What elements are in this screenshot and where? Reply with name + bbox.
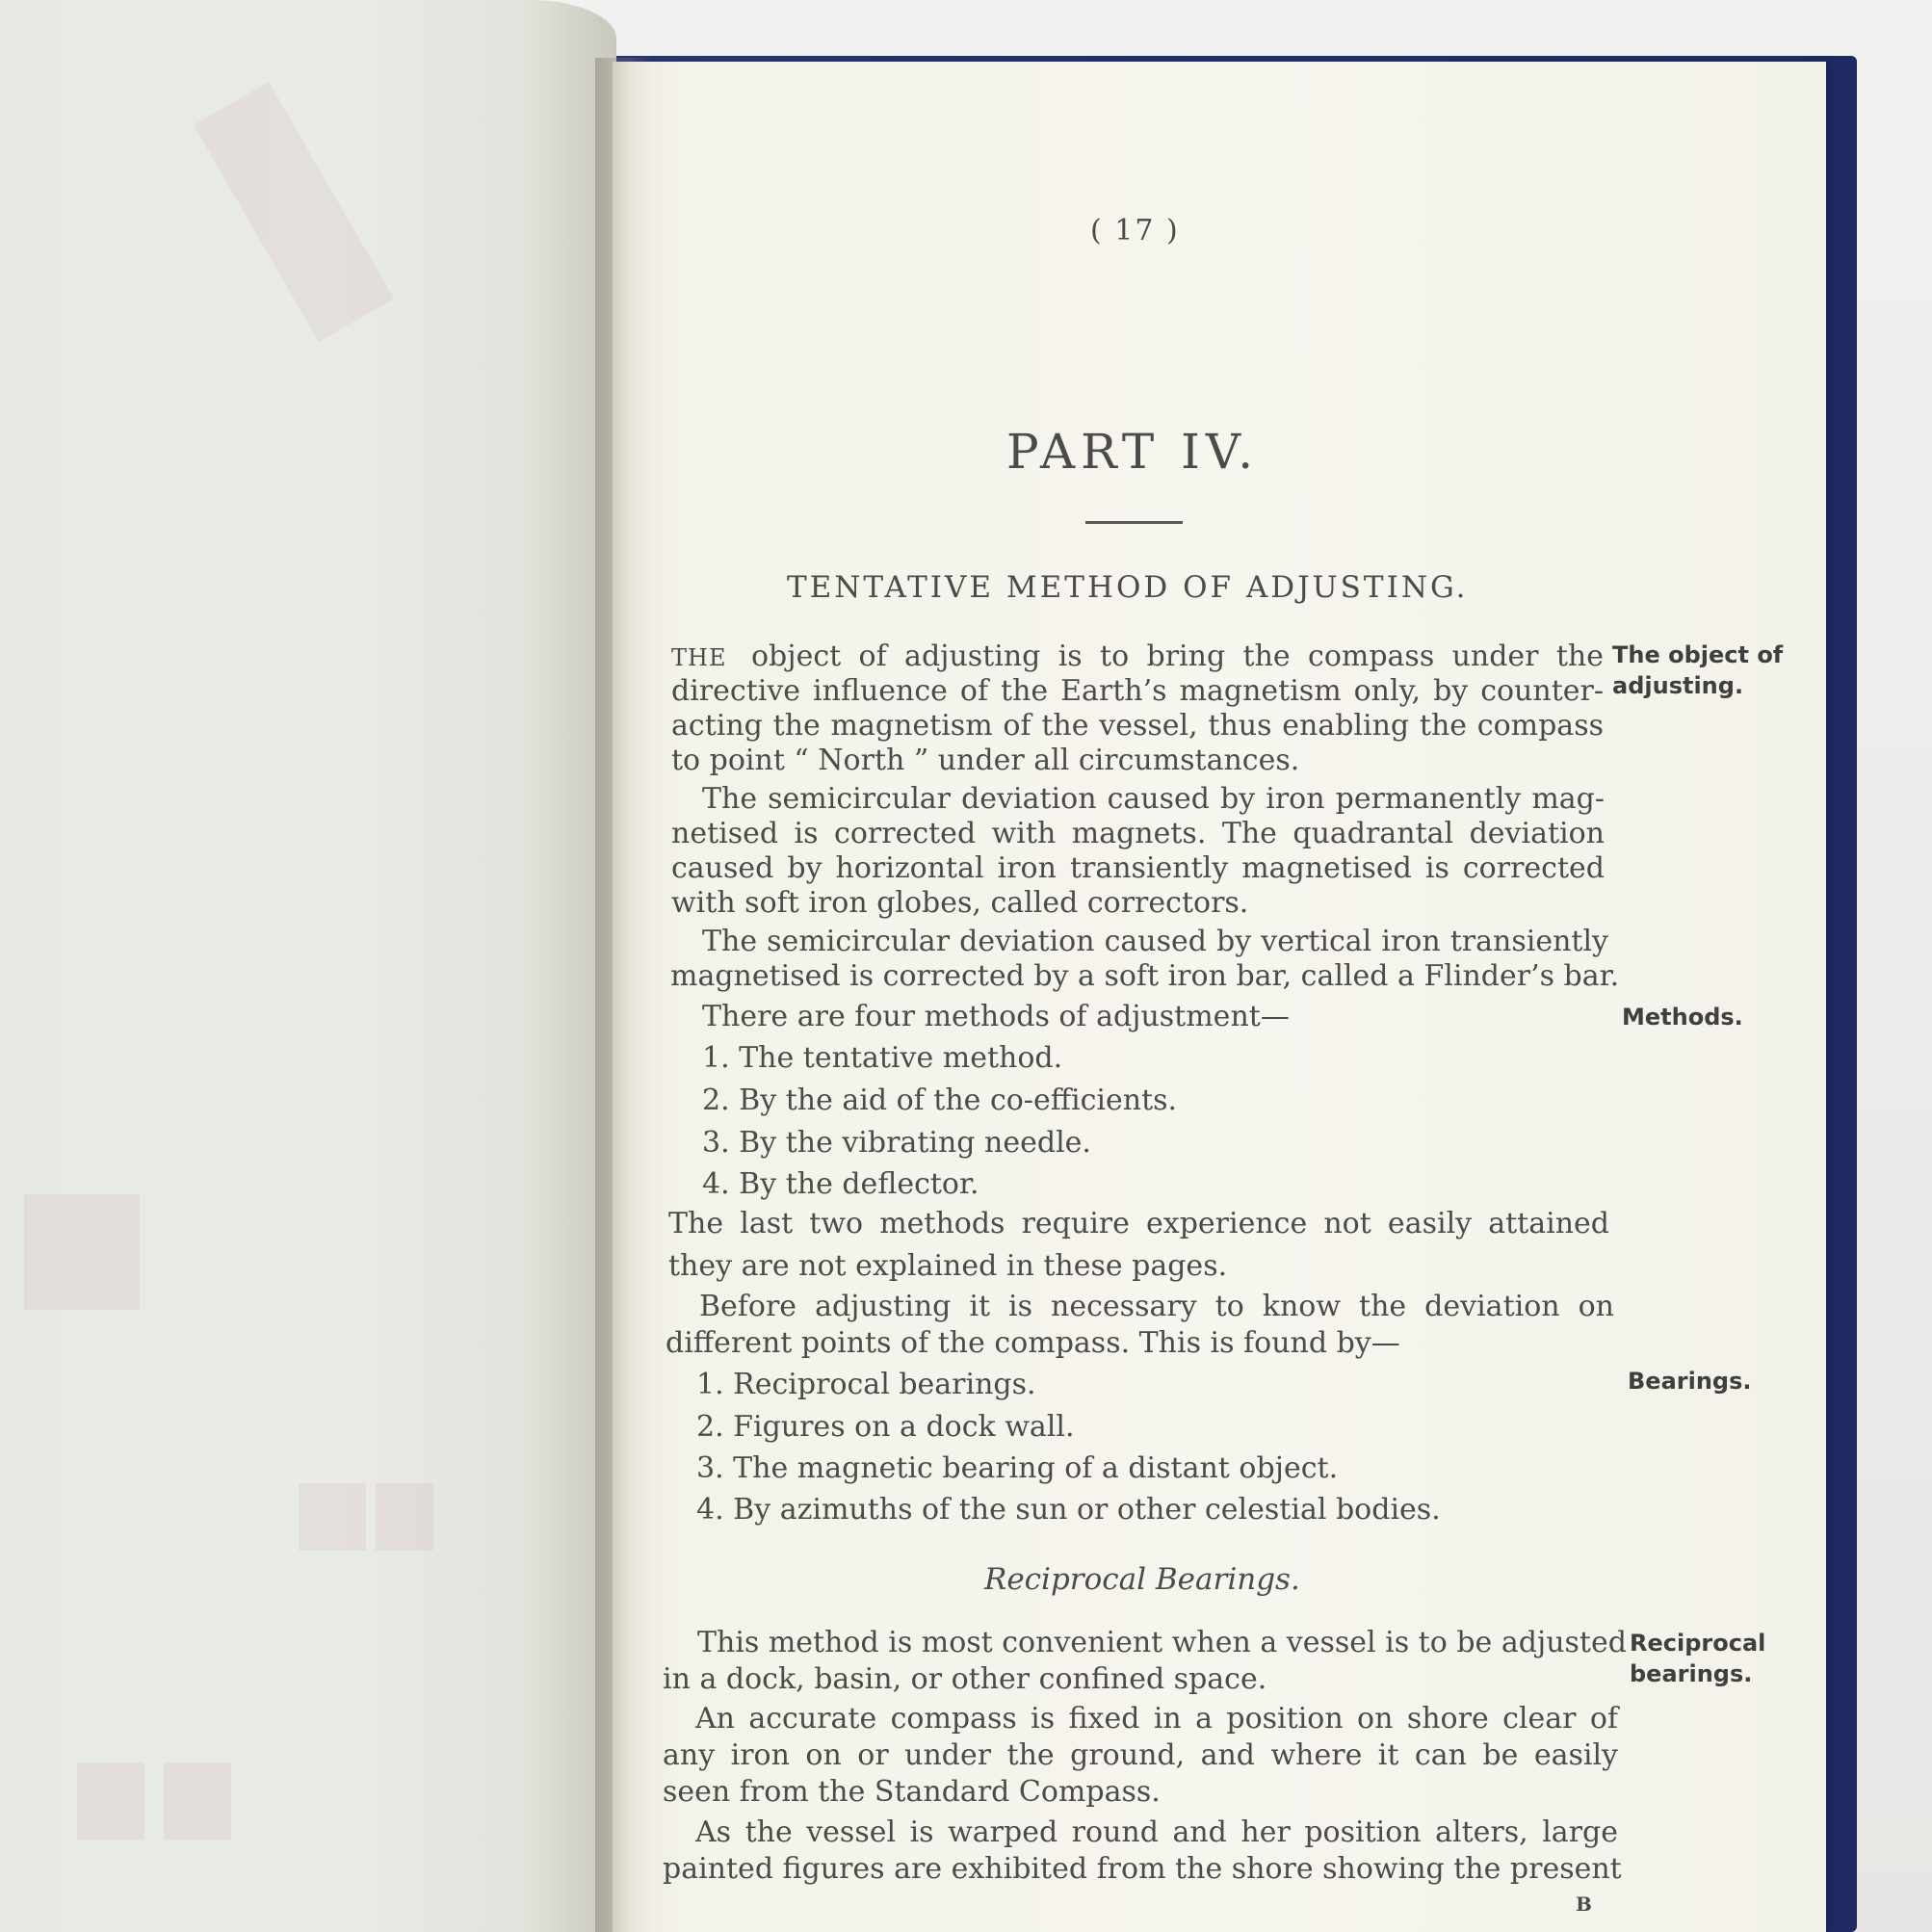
show-through-mark [77,1762,144,1840]
side-note-bearings: Bearings. [1628,1368,1752,1395]
subheading: Reciprocal Bearings. [984,1562,1300,1597]
part-heading: PART IV. [1006,424,1260,480]
list-item: 1. The tentative method. [702,1041,1063,1075]
show-through-mark [376,1483,433,1551]
paragraph-line: An accurate compass is fixed in a position on shore clear of [695,1702,1618,1736]
gutter-shadow [595,58,653,1932]
paragraph-line: in a dock, basin, or other confined space. [663,1662,1267,1696]
paragraph-line: This method is most convenient when a vessel is to be adjusted [697,1626,1627,1659]
paragraph-line: As the vessel is warped round and her position alters, large [695,1815,1618,1849]
list-item: 4. By the deflector. [702,1167,979,1201]
heading-rule [1085,521,1183,524]
page-number: ( 17 ) [1090,214,1180,248]
side-note-reciprocal: Reciprocal [1630,1630,1766,1657]
paragraph-line: caused by horizontal iron transiently magnetised is corrected [671,851,1605,885]
list-item: 2. By the aid of the co-efficients. [702,1083,1178,1117]
paragraph-line: magnetised is corrected by a soft iron bar, called a Flinder’s bar. [670,959,1620,993]
paragraph-line: There are four methods of adjustment— [702,1000,1290,1033]
show-through-mark [24,1194,140,1310]
paragraph-line: any iron on or under the ground, and where it can be easily [663,1738,1618,1772]
list-item: 3. The magnetic bearing of a distant object. [696,1451,1339,1485]
paragraph-line: netised is corrected with magnets. The quadrantal deviation [671,817,1605,850]
side-note-object: adjusting. [1612,672,1744,699]
paragraph-line: Before adjusting it is necessary to know the deviation on [699,1290,1614,1323]
small-caps-lead: THE [671,644,727,671]
paragraph-line: seen from the Standard Compass. [663,1775,1161,1809]
paragraph-line: object of adjusting is to bring the compass under the [751,640,1604,673]
list-item: 2. Figures on a dock wall. [696,1410,1075,1444]
paragraph-line: directive influence of the Earth’s magnetism only, by counter- [671,674,1604,708]
paragraph-line: acting the magnetism of the vessel, thus enabling the compass [671,709,1604,743]
list-item: 1. Reciprocal bearings. [696,1368,1036,1401]
facing-page [0,0,616,1932]
side-note-object: The object of [1612,641,1784,668]
paragraph-line: they are not explained in these pages. [668,1249,1228,1283]
list-item: 3. By the vibrating needle. [702,1126,1091,1160]
signature-mark: B [1576,1893,1592,1916]
show-through-mark [299,1483,366,1551]
paragraph-line: The semicircular deviation caused by iron permanently mag- [702,782,1605,816]
paragraph-line: The last two methods require experience not easily attained [668,1207,1609,1240]
show-through-mark [164,1762,231,1840]
side-note-reciprocal: bearings. [1630,1660,1753,1687]
paragraph-line: painted figures are exhibited from the shore showing the present [663,1852,1622,1886]
section-heading: TENTATIVE METHOD OF ADJUSTING. [787,570,1469,605]
paragraph-line: to point “ North ” under all circumstances. [671,744,1300,777]
side-note-methods: Methods. [1622,1004,1743,1031]
paragraph-line [671,640,726,675]
paragraph-line: different points of the compass. This is found by— [666,1326,1400,1360]
paragraph-line: with soft iron globes, called correctors. [671,886,1249,920]
list-item: 4. By azimuths of the sun or other celestial bodies. [696,1493,1441,1527]
show-through-mark [194,82,394,342]
paragraph-line: The semicircular deviation caused by vertical iron transiently [702,925,1608,958]
